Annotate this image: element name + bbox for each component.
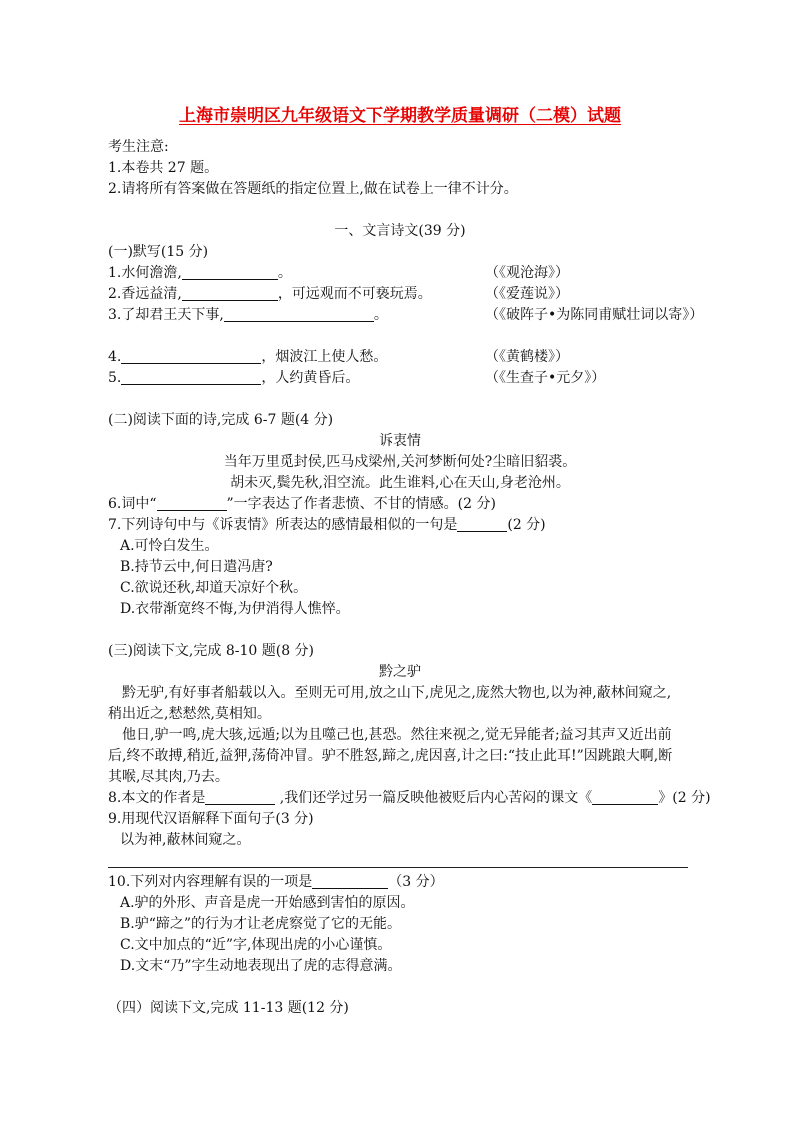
question-text: 1.水何澹澹, bbox=[108, 265, 182, 281]
poem-title: 诉衷情 bbox=[379, 433, 421, 449]
source-citation: （《黄鹤楼》） bbox=[485, 349, 569, 365]
question-text: 10.下列对内容理解有误的一项是 bbox=[108, 874, 313, 890]
recitation-item bbox=[108, 347, 692, 368]
question-text: ，人约黄昏后。 bbox=[261, 370, 360, 386]
question-text: 4. bbox=[108, 349, 122, 365]
answer-blank bbox=[224, 307, 374, 322]
answer-blank bbox=[457, 517, 507, 532]
question-text: 》(2 分) bbox=[658, 790, 711, 806]
notice-item: 1.本卷共 27 题。 bbox=[108, 160, 219, 176]
source-citation: （《破阵子•为陈同甫赋壮词以寄》） bbox=[485, 307, 704, 323]
recitation-item bbox=[108, 368, 692, 389]
question-6 bbox=[108, 494, 692, 515]
recitation-item bbox=[108, 305, 704, 326]
option-a: A.可怜白发生。 bbox=[120, 538, 219, 554]
poem-line: 当年万里觅封侯,匹马戍梁州,关河梦断何处?尘暗旧貂裘。 bbox=[223, 454, 577, 470]
answer-blank bbox=[121, 370, 261, 385]
question-text: ，可远观而不可亵玩焉。 bbox=[277, 286, 432, 302]
notice-item: 2.请将所有答案做在答题纸的指定位置上,做在试卷上一律不计分。 bbox=[108, 181, 518, 197]
part-heading-next: （四）阅读下文,完成 11-13 题(12 分) bbox=[108, 1000, 349, 1016]
section-heading: 一、文言诗文(39 分) bbox=[334, 223, 466, 239]
question-8 bbox=[108, 788, 711, 809]
question-text: 7.下列诗句中与《诉衷情》所表达的感情最相似的一句是 bbox=[108, 517, 458, 533]
option-c: C.文中加点的“近”字,体现出虎的小心谨慎。 bbox=[120, 937, 392, 953]
paragraph-line: 他日,驴一鸣,虎大骇,远遁;以为且噬己也,甚恐。然往来视之,觉无异能者;益习其声又近出前 bbox=[122, 727, 672, 743]
source-citation: （《观沧海》） bbox=[485, 265, 569, 281]
question-text: 8.本文的作者是 bbox=[108, 790, 206, 806]
question-text: （3 分） bbox=[388, 874, 444, 890]
question-10 bbox=[108, 872, 692, 893]
spacer bbox=[108, 200, 692, 221]
part-heading-poem: (二)阅读下面的诗,完成 6-7 题(4 分) bbox=[108, 412, 334, 428]
answer-blank bbox=[312, 874, 388, 889]
question-7 bbox=[108, 515, 692, 536]
question-9: 9.用现代汉语解释下面句子(3 分) bbox=[108, 811, 314, 827]
question-9-sentence: 以为神,蔽林间窥之。 bbox=[120, 832, 251, 848]
paragraph-line: 黔无驴,有好事者船载以入。至则无可用,放之山下,虎见之,庞然大物也,以为神,蔽林间窥之, bbox=[122, 685, 672, 701]
option-d: D.文末“乃”字生动地表现出了虎的志得意满。 bbox=[120, 958, 402, 974]
answer-blank bbox=[121, 349, 261, 364]
source-citation: （《生查子•元夕》） bbox=[485, 370, 606, 386]
exam-body bbox=[108, 137, 711, 1019]
question-text: ”一字表达了作者悲愤、不甘的情感。(2 分) bbox=[226, 496, 496, 512]
answer-line-row bbox=[108, 851, 692, 872]
recitation-item bbox=[108, 263, 692, 284]
option-b: B.驴“蹄之”的行为才让老虎察觉了它的无能。 bbox=[120, 916, 402, 932]
recitation-item bbox=[108, 284, 692, 305]
answer-line bbox=[108, 867, 688, 868]
option-a: A.驴的外形、声音是虎一开始感到害怕的原因。 bbox=[120, 895, 415, 911]
text-title: 黔之驴 bbox=[379, 664, 421, 680]
question-text: 。 bbox=[373, 307, 388, 323]
question-text: 5. bbox=[108, 370, 122, 386]
question-text: ,我们还学过另一篇反映他被贬后内心苦闷的课文《 bbox=[275, 790, 593, 806]
paragraph-line: 稍出近之,慭慭然,莫相知。 bbox=[108, 706, 271, 722]
answer-blank bbox=[157, 496, 227, 511]
poem-line: 胡未灭,鬓先秋,泪空流。此生谁料,心在天山,身老沧州。 bbox=[230, 475, 570, 491]
option-b: B.持节云中,何日遣冯唐? bbox=[120, 559, 273, 575]
spacer bbox=[108, 326, 692, 347]
answer-blank bbox=[182, 286, 278, 301]
question-text: (2 分) bbox=[507, 517, 546, 533]
question-text: 。 bbox=[277, 265, 292, 281]
option-d: D.衣带渐宽终不悔,为伊消得人憔悴。 bbox=[120, 601, 350, 617]
part-heading-recitation: (一)默写(15 分) bbox=[108, 244, 209, 260]
spacer bbox=[108, 389, 692, 410]
paragraph-line: 其喉,尽其肉,乃去。 bbox=[108, 769, 229, 785]
spacer bbox=[108, 620, 692, 641]
question-text: 2.香远益清, bbox=[108, 286, 182, 302]
option-c: C.欲说还秋,却道天凉好个秋。 bbox=[120, 580, 308, 596]
question-text: ，烟波江上使人愁。 bbox=[261, 349, 388, 365]
answer-blank bbox=[205, 790, 275, 805]
notice-heading: 考生注意: bbox=[108, 139, 169, 155]
question-text: 3.了却君王天下事, bbox=[108, 307, 224, 323]
spacer bbox=[108, 977, 692, 998]
paragraph-line: 后,终不敢搏,稍近,益狎,荡倚冲冒。驴不胜怒,蹄之,虎因喜,计之曰:“技止此耳!”因跳踉大啊,断 bbox=[108, 748, 673, 764]
answer-blank bbox=[592, 790, 658, 805]
exam-title: 上海市崇明区九年级语文下学期教学质量调研（二模）试题 bbox=[179, 106, 621, 126]
question-text: 6.词中“ bbox=[108, 496, 157, 512]
source-citation: （《爱莲说》） bbox=[485, 286, 569, 302]
part-heading-prose: (三)阅读下文,完成 8-10 题(8 分) bbox=[108, 643, 315, 659]
answer-blank bbox=[182, 265, 278, 280]
